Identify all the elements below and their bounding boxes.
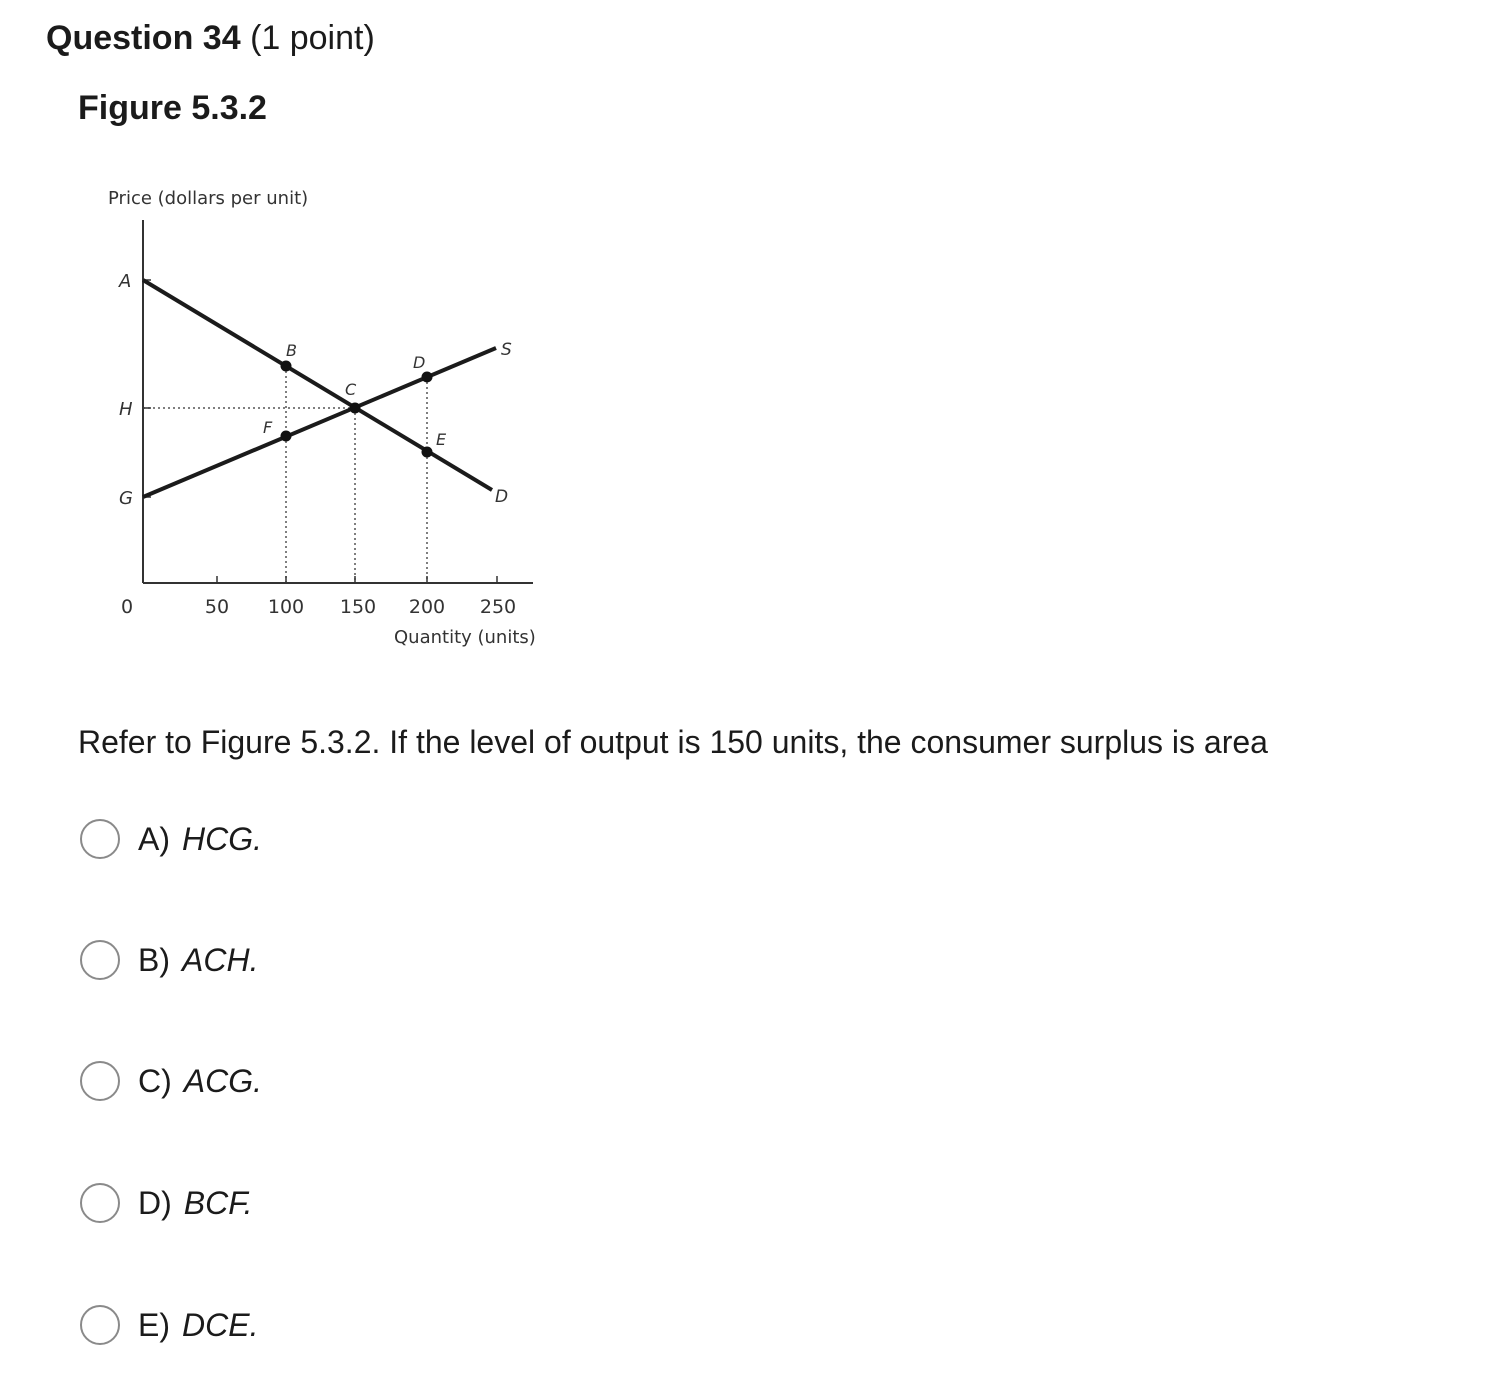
question-number: Question 34	[46, 19, 241, 57]
x-label-0: 0	[120, 596, 134, 618]
radio-button-b[interactable]	[80, 940, 120, 980]
point-label-b: B	[286, 341, 297, 360]
x-label-250: 250	[479, 596, 517, 618]
figure-title: Figure 5.3.2	[78, 89, 267, 127]
point-label-d: D	[413, 353, 426, 372]
question-points: (1 point)	[250, 19, 375, 57]
option-a-value: HCG.	[182, 821, 262, 857]
demand-curve	[143, 280, 492, 490]
option-c-value: ACG.	[183, 1063, 262, 1099]
point-c	[350, 403, 361, 414]
option-a-text[interactable]	[138, 817, 262, 861]
radio-button-a[interactable]	[80, 819, 120, 859]
option-a[interactable]	[80, 814, 262, 864]
y-label-h: H	[119, 399, 133, 420]
option-d[interactable]	[80, 1178, 253, 1228]
x-label-200: 200	[408, 596, 446, 618]
radio-button-e[interactable]	[80, 1305, 120, 1345]
option-e-value: DCE.	[182, 1307, 259, 1343]
radio-button-c[interactable]	[80, 1061, 120, 1101]
y-label-a: A	[119, 271, 132, 292]
question-prompt: Refer to Figure 5.3.2. If the level of output is 150 units, the consumer surplus is area	[78, 724, 1268, 760]
option-d-text[interactable]	[138, 1181, 253, 1225]
demand-label: D	[495, 487, 509, 507]
point-label-f: F	[263, 418, 273, 437]
supply-demand-graph	[0, 0, 600, 680]
option-c-text[interactable]	[138, 1059, 262, 1103]
point-f	[281, 431, 292, 442]
option-a-letter: A)	[138, 821, 170, 857]
option-d-value: BCF.	[183, 1185, 253, 1221]
option-e-text[interactable]	[138, 1303, 258, 1347]
y-label-g: G	[119, 488, 133, 509]
supply-curve	[143, 348, 496, 497]
option-c-letter: C)	[138, 1063, 172, 1099]
option-c[interactable]	[80, 1056, 262, 1106]
option-e[interactable]	[80, 1300, 258, 1350]
point-label-e: E	[436, 430, 447, 449]
x-label-100: 100	[267, 596, 305, 618]
x-label-150: 150	[339, 596, 377, 618]
point-b	[281, 361, 292, 372]
option-e-letter: E)	[138, 1307, 170, 1343]
y-axis-title: Price (dollars per unit)	[108, 188, 309, 209]
option-d-letter: D)	[138, 1185, 172, 1221]
point-d	[422, 372, 433, 383]
x-label-50: 50	[204, 596, 230, 618]
option-b[interactable]	[80, 935, 258, 985]
option-b-letter: B)	[138, 942, 170, 978]
point-e	[422, 447, 433, 458]
point-label-c: C	[345, 380, 357, 399]
radio-button-d[interactable]	[80, 1183, 120, 1223]
x-axis-title: Quantity (units)	[394, 627, 536, 648]
option-b-text[interactable]	[138, 938, 258, 982]
option-b-value: ACH.	[182, 942, 259, 978]
supply-label: S	[501, 340, 512, 360]
